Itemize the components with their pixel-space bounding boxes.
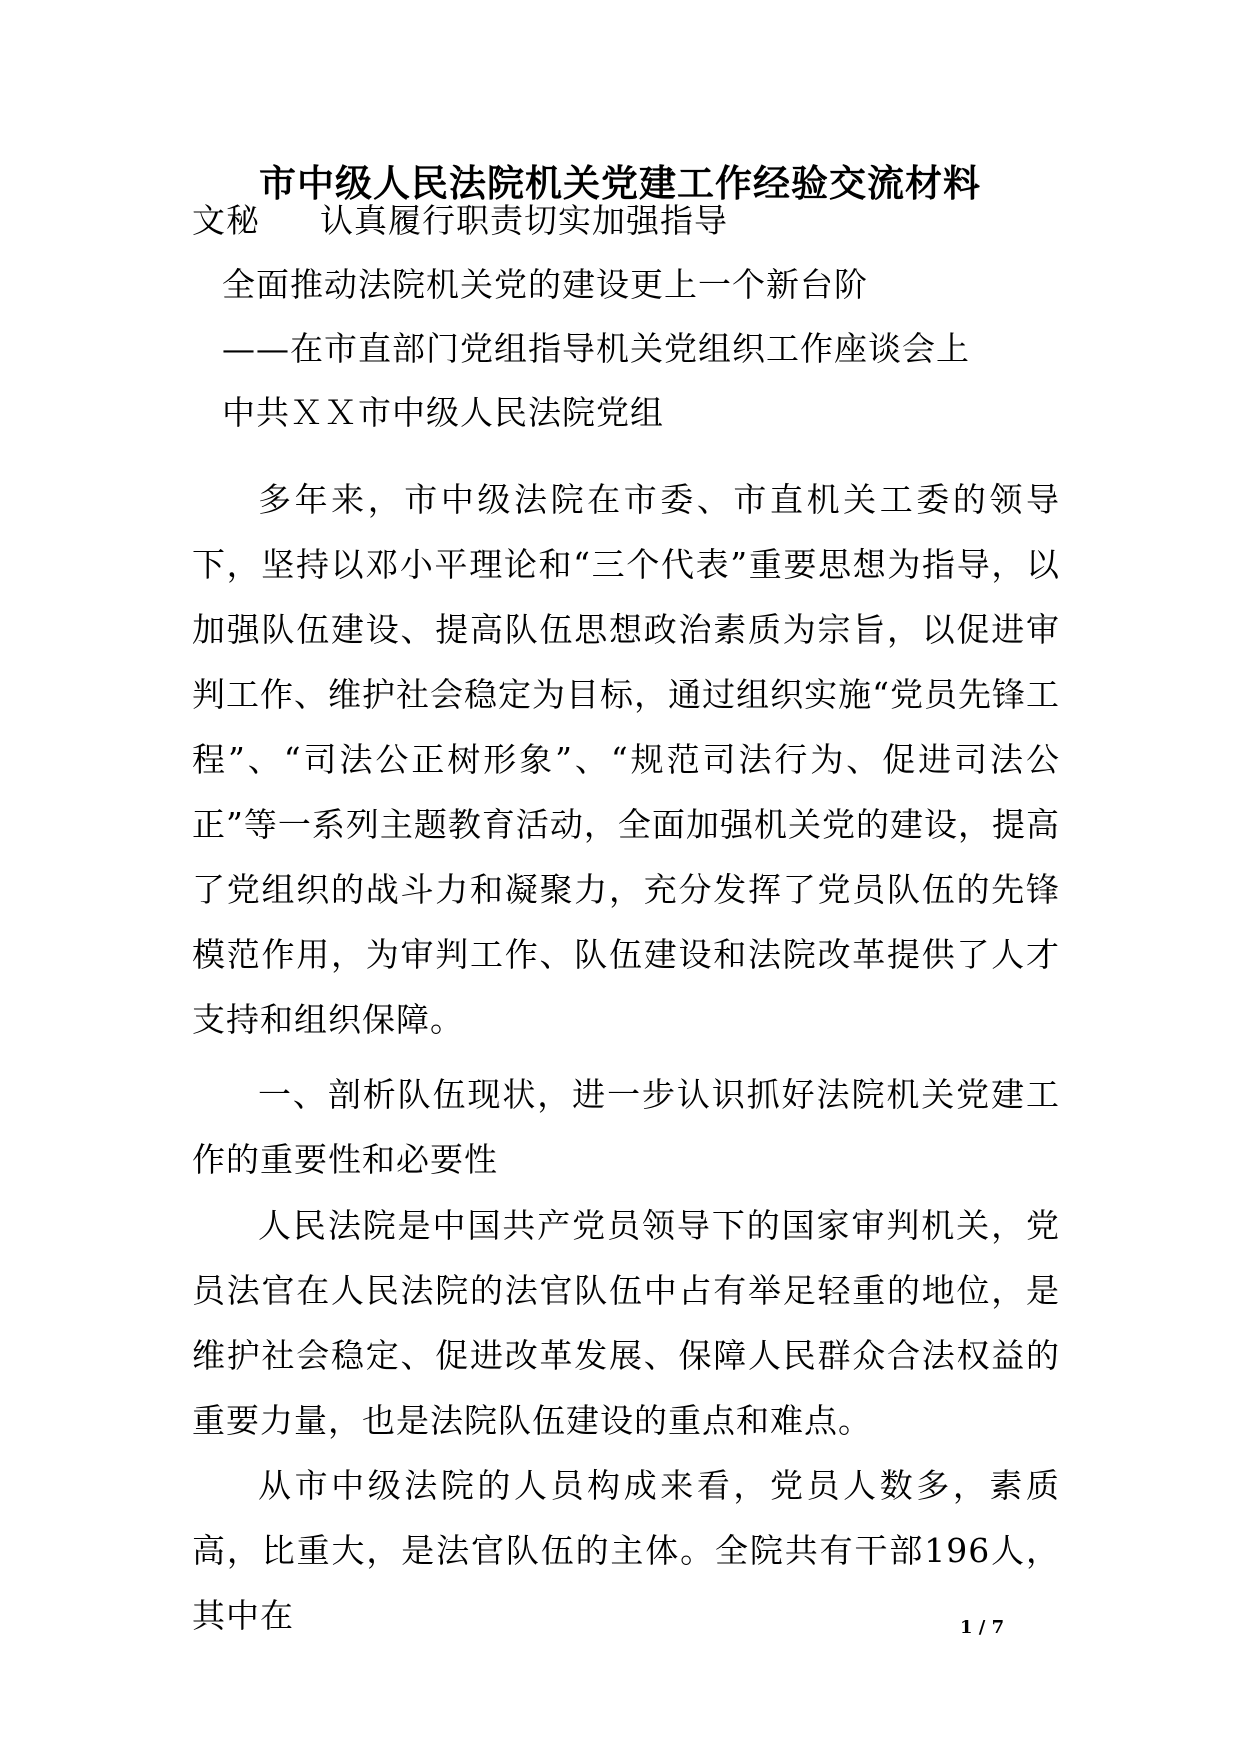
section-heading-1: 一、剖析队伍现状，进一步认识抓好法院机关党建工作的重要性和必要性	[192, 1075, 1060, 1179]
subtitle-line-3: ——在市直部门党组指导机关党组织工作座谈会上	[222, 329, 970, 368]
paragraph-intro: 多年来，市中级法院在市委、市直机关工委的领导下，坚持以邓小平理论和“三个代表”重要思想为指导，以加强队伍建设、提高队伍思想政治素质为宗旨，以促进审判工作、维护社会稳定为目标，通过组织实施“党员先锋工程”、“司法公正树形象”、“规范司法行为、促进司法公正”等一系列主题教育活动，全面加强机关党的建设，提高了党组织的战斗力和凝聚力，充分发挥了党员队伍的先锋模范作用，为审判工作、队伍建设和法院改革提供了人才支持和组织保障。	[192, 480, 1060, 1039]
document-title: 市中级人民法院机关党建工作经验交流材料	[259, 161, 981, 205]
author-line: 中共ＸＸ市中级人民法院党组	[222, 393, 664, 432]
subtitle-line-1: 认真履行职责切实加强指导	[320, 201, 728, 240]
document-category: 文秘	[192, 201, 260, 240]
subtitle-line-2: 全面推动法院机关党的建设更上一个新台阶	[222, 265, 868, 304]
page-number: 1 / 7	[960, 1617, 1005, 1638]
paragraph-staff-composition: 从市中级法院的人员构成来看，党员人数多，素质高，比重大，是法官队伍的主体。全院共有干部196人，其中在	[192, 1466, 1060, 1635]
paragraph-court-role: 人民法院是中国共产党员领导下的国家审判机关，党员法官在人民法院的法官队伍中占有举足轻重的地位，是维护社会稳定、促进改革发展、保障人民群众合法权益的重要力量，也是法院队伍建设的重点和难点。	[192, 1206, 1060, 1440]
